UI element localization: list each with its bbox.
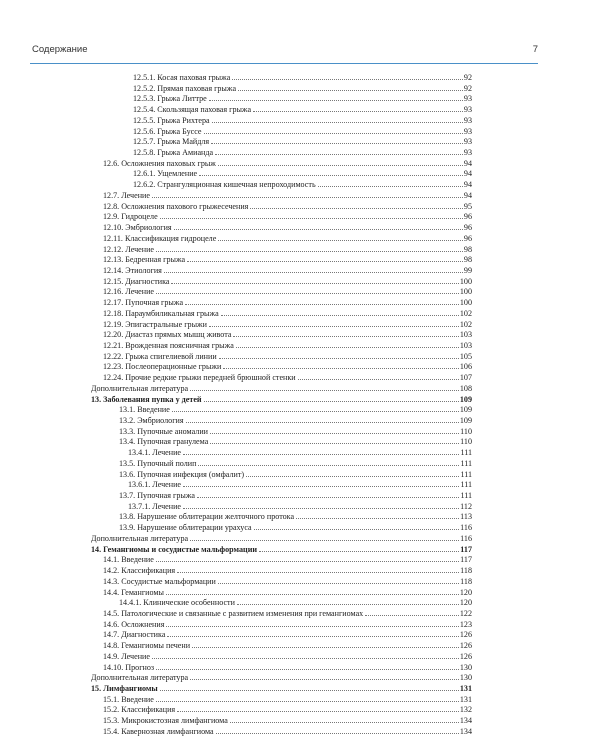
toc-entry-title: 13.7. Пупочная грыжа: [119, 491, 196, 501]
toc-entry-page: 118: [460, 576, 472, 586]
toc-entry[interactable]: [91, 276, 472, 287]
toc-entry-title: 14.6. Осложнения: [103, 619, 165, 629]
toc-entry-title: 15.3. Микрокистозная лимфангиома: [103, 716, 228, 726]
dot-leader: [198, 458, 459, 466]
toc-entry-page: 103: [459, 340, 472, 350]
dot-leader: [238, 83, 463, 91]
dot-leader: [211, 136, 463, 144]
dot-leader: [210, 426, 459, 434]
toc-entry[interactable]: [91, 404, 472, 415]
toc-entry-page: 109: [459, 394, 472, 404]
toc-entry-page: 100: [459, 298, 472, 308]
toc-entry-title: 12.8. Осложнения пахового грыжесечения: [103, 201, 249, 211]
toc-entry[interactable]: [91, 93, 472, 104]
dot-leader: [199, 168, 463, 176]
toc-entry[interactable]: [91, 319, 472, 330]
toc-entry[interactable]: [91, 490, 472, 501]
toc-entry[interactable]: [91, 104, 472, 115]
dot-leader: [237, 597, 459, 605]
toc-entry-page: 106: [459, 362, 472, 372]
toc-entry[interactable]: [91, 136, 472, 147]
toc-entry-title: 14.4.1. Клинические особенности: [119, 598, 235, 608]
toc-entry-page: 130: [459, 673, 472, 683]
dot-leader: [210, 436, 459, 444]
toc-entry-page: 94: [463, 190, 472, 200]
toc-entry-page: 99: [463, 265, 472, 275]
dot-leader: [160, 683, 459, 691]
toc-entry[interactable]: [91, 672, 472, 683]
dot-leader: [183, 447, 459, 455]
toc-entry-title: 15. Лимфангиомы: [91, 683, 158, 693]
dot-leader: [254, 522, 460, 530]
toc-entry-title: 13.3. Пупочные аномалии: [119, 426, 208, 436]
dot-leader: [166, 587, 459, 595]
toc-entry-page: 110: [460, 426, 472, 436]
toc-entry-page: 126: [459, 630, 472, 640]
toc-entry-title: 13.1. Введение: [119, 405, 170, 415]
toc-entry[interactable]: [91, 629, 472, 640]
toc-entry-page: 93: [463, 148, 472, 158]
dot-leader: [156, 244, 463, 252]
toc-entry-title: 14.10. Прогноз: [103, 662, 155, 672]
toc-entry[interactable]: [91, 244, 472, 255]
toc-entry-page: 108: [459, 383, 472, 393]
toc-entry-page: 100: [459, 276, 472, 286]
toc-entry[interactable]: [91, 726, 472, 737]
toc-entry-page: 94: [463, 169, 472, 179]
toc-entry[interactable]: [91, 297, 472, 308]
toc-entry-title: 13.9. Нарушение облитерации урахуса: [119, 523, 252, 533]
dot-leader: [183, 479, 459, 487]
toc-entry[interactable]: [91, 372, 472, 383]
toc-entry-page: 111: [460, 480, 472, 490]
dot-leader: [296, 511, 459, 519]
toc-entry-title: 14.2. Классификация: [103, 566, 176, 576]
toc-entry[interactable]: [91, 426, 472, 437]
toc-entry-page: 117: [460, 555, 472, 565]
toc-entry-page: 116: [460, 523, 472, 533]
toc-entry-title: 12.22. Грыжа спигелиевой линии: [103, 351, 217, 361]
toc-entry-page: 96: [463, 212, 472, 222]
dot-leader: [166, 619, 458, 627]
toc-entry-page: 96: [463, 223, 472, 233]
toc-entry[interactable]: [91, 533, 472, 544]
toc-entry-page: 102: [459, 308, 472, 318]
toc-entry[interactable]: [91, 340, 472, 351]
dot-leader: [156, 286, 459, 294]
toc-entry[interactable]: [91, 233, 472, 244]
toc-entry-page: 94: [463, 180, 472, 190]
toc-entry[interactable]: [91, 147, 472, 158]
toc-entry[interactable]: [91, 351, 472, 362]
toc-entry[interactable]: [91, 126, 472, 137]
toc-entry[interactable]: [91, 361, 472, 372]
running-title: Содержание: [32, 44, 88, 55]
toc-entry-title: 13. Заболевания пупка у детей: [91, 394, 202, 404]
toc-entry-page: 132: [459, 705, 472, 715]
dot-leader: [318, 179, 463, 187]
toc-entry-title: 12.14. Этиология: [103, 265, 162, 275]
toc-entry-title: 12.24. Прочие редкие грыжи передней брюшной стенки: [103, 373, 296, 383]
dot-leader: [185, 297, 459, 305]
dot-leader: [171, 276, 458, 284]
toc-entry-page: 134: [459, 716, 472, 726]
toc-entry[interactable]: [91, 651, 472, 662]
toc-entry-title: 12.23. Послеоперационные грыжи: [103, 362, 222, 372]
toc-entry[interactable]: [91, 329, 472, 340]
toc-entry-title: 14. Гемангиомы и сосудистые мальформации: [91, 544, 258, 554]
toc-entry-title: 14.7. Диагностика: [103, 630, 166, 640]
toc-entry[interactable]: [91, 694, 472, 705]
toc-entry[interactable]: [91, 458, 472, 469]
toc-entry[interactable]: [91, 619, 472, 630]
toc-entry-title: 13.7.1. Лечение: [128, 501, 182, 511]
toc-entry-title: 12.17. Пупочная грыжа: [103, 298, 184, 308]
toc-entry-page: 126: [459, 651, 472, 661]
toc-entry[interactable]: [91, 168, 472, 179]
dot-leader: [160, 211, 463, 219]
dot-leader: [156, 694, 459, 702]
toc-chapter[interactable]: [91, 394, 472, 405]
toc-entry[interactable]: [91, 576, 472, 587]
toc-entry-title: 12.5.7. Грыжа Майдля: [133, 137, 210, 147]
toc-entry-page: 117: [460, 544, 472, 554]
toc-entry-page: 96: [463, 233, 472, 243]
toc-entry-page: 122: [459, 608, 472, 618]
toc-entry-page: 120: [459, 587, 472, 597]
toc-entry-page: 92: [463, 73, 472, 82]
toc-entry[interactable]: [91, 211, 472, 222]
toc-entry-title: Дополнительная литература: [91, 383, 189, 393]
toc-entry-title: 12.5.1. Косая паховая грыжа: [133, 73, 231, 82]
toc-chapter[interactable]: [91, 544, 472, 555]
toc-entry-title: 13.2. Эмбриология: [119, 416, 184, 425]
dot-leader: [259, 544, 459, 552]
toc-entry-page: 134: [459, 726, 472, 736]
dot-leader: [190, 533, 459, 541]
toc-entry[interactable]: [91, 479, 472, 490]
dot-leader: [186, 415, 459, 423]
toc-entry-title: Дополнительная литература: [91, 533, 189, 543]
toc-entry-title: 13.8. Нарушение облитерации желточного протока: [119, 512, 295, 522]
toc-entry-page: 131: [459, 694, 472, 704]
table-of-contents: [91, 72, 472, 737]
toc-entry-page: 111: [460, 458, 472, 468]
toc-entry-title: 13.4. Пупочная гранулема: [119, 437, 209, 447]
toc-entry[interactable]: [91, 254, 472, 265]
dot-leader: [187, 254, 463, 262]
toc-entry-title: 12.19. Эпигастральные грыжи: [103, 319, 207, 329]
toc-entry-title: 12.6.1. Ущемление: [133, 169, 198, 179]
dot-leader: [232, 72, 463, 80]
dot-leader: [190, 672, 459, 680]
dot-leader: [197, 490, 459, 498]
dot-leader: [216, 726, 459, 734]
toc-entry-page: 116: [460, 533, 472, 543]
toc-entry-title: 12.12. Лечение: [103, 244, 155, 254]
toc-entry[interactable]: [91, 704, 472, 715]
toc-entry-title: 14.1. Введение: [103, 555, 154, 565]
toc-entry[interactable]: [91, 383, 472, 394]
toc-entry-page: 112: [460, 501, 472, 511]
toc-entry-title: 12.5.2. Прямая паховая грыжа: [133, 83, 237, 93]
dot-leader: [236, 340, 459, 348]
toc-entry[interactable]: [91, 158, 472, 169]
toc-entry-title: 12.16. Лечение: [103, 287, 155, 297]
dot-leader: [218, 576, 459, 584]
toc-entry-title: 12.11. Классификация гидроцеле: [103, 233, 217, 243]
toc-entry[interactable]: [91, 522, 472, 533]
dot-leader: [172, 404, 459, 412]
toc-entry-page: 110: [460, 437, 472, 447]
toc-entry-page: 93: [463, 137, 472, 147]
dot-leader: [219, 351, 459, 359]
toc-entry-page: 111: [460, 469, 472, 479]
toc-entry-title: 15.2. Классификация: [103, 705, 176, 715]
toc-entry-page: 130: [459, 662, 472, 672]
dot-leader: [192, 640, 459, 648]
toc-entry-page: 98: [463, 244, 472, 254]
dot-leader: [177, 704, 459, 712]
dot-leader: [167, 629, 458, 637]
toc-entry-title: 13.6. Пупочная инфекция (омфалит): [119, 469, 245, 479]
toc-entry[interactable]: [91, 715, 472, 726]
toc-entry-title: 13.5. Пупочный полип: [119, 458, 197, 468]
toc-entry[interactable]: [91, 190, 472, 201]
toc-entry-title: 12.10. Эмбриология: [103, 223, 172, 233]
toc-entry[interactable]: [91, 179, 472, 190]
dot-leader: [204, 394, 459, 402]
dot-leader: [209, 319, 459, 327]
toc-entry[interactable]: [91, 608, 472, 619]
toc-entry-title: 13.6.1. Лечение: [128, 480, 182, 490]
dot-leader: [152, 651, 459, 659]
toc-entry[interactable]: [91, 115, 472, 126]
dot-leader: [156, 662, 459, 670]
dot-leader: [250, 201, 463, 209]
dot-leader: [177, 565, 459, 573]
toc-entry-page: 107: [459, 373, 472, 383]
toc-entry-title: 12.5.8. Грыжа Амианда: [133, 148, 214, 158]
toc-entry[interactable]: [91, 511, 472, 522]
toc-entry-page: 103: [459, 330, 472, 340]
toc-chapter[interactable]: [91, 683, 472, 694]
toc-entry-title: 12.15. Диагностика: [103, 276, 170, 286]
toc-entry-title: 12.6.2. Странгуляционная кишечная непроходимость: [133, 180, 316, 190]
toc-entry[interactable]: [91, 308, 472, 319]
toc-entry-page: 93: [463, 126, 472, 136]
dot-leader: [204, 126, 463, 134]
dot-leader: [253, 104, 463, 112]
toc-entry-page: 102: [459, 319, 472, 329]
toc-entry-title: 12.9. Гидроцеле: [103, 212, 158, 222]
toc-entry[interactable]: [91, 436, 472, 447]
toc-entry-title: 12.5.4. Скользящая паховая грыжа: [133, 105, 252, 115]
toc-entry-title: 14.8. Гемангиомы печени: [103, 641, 191, 651]
toc-entry[interactable]: [91, 72, 472, 83]
dot-leader: [223, 361, 459, 369]
dot-leader: [156, 554, 459, 562]
dot-leader: [212, 115, 463, 123]
toc-entry-page: 120: [459, 598, 472, 608]
toc-entry[interactable]: [91, 501, 472, 512]
toc-entry-page: 109: [459, 416, 472, 425]
toc-entry-title: 12.13. Бедренная грыжа: [103, 255, 186, 265]
toc-entry-page: 93: [463, 115, 472, 125]
toc-entry-page: 111: [460, 448, 472, 458]
toc-entry-page: 92: [463, 83, 472, 93]
toc-entry-title: 14.4. Гемангиомы: [103, 587, 164, 597]
toc-entry[interactable]: [91, 597, 472, 608]
dot-leader: [218, 158, 463, 166]
toc-entry-page: 118: [460, 566, 472, 576]
toc-entry-page: 95: [463, 201, 472, 211]
dot-leader: [152, 190, 463, 198]
dot-leader: [215, 147, 463, 155]
toc-entry-title: 12.20. Диастаз прямых мышц живота: [103, 330, 232, 340]
dot-leader: [174, 222, 463, 230]
toc-entry-title: 12.5.6. Грыжа Буссе: [133, 126, 202, 136]
toc-entry-page: 93: [463, 105, 472, 115]
dot-leader: [164, 265, 463, 273]
toc-entry-page: 109: [459, 405, 472, 415]
toc-entry-page: 111: [460, 491, 472, 501]
dot-leader: [221, 308, 459, 316]
dot-leader: [246, 469, 459, 477]
dot-leader: [209, 93, 463, 101]
dot-leader: [218, 233, 463, 241]
toc-entry-title: 12.5.5. Грыжа Рихтера: [133, 115, 210, 125]
toc-entry[interactable]: [91, 662, 472, 673]
toc-entry[interactable]: [91, 447, 472, 458]
toc-entry-page: 113: [460, 512, 472, 522]
toc-entry-title: 15.1. Введение: [103, 694, 154, 704]
toc-entry[interactable]: [91, 83, 472, 94]
toc-entry-page: 123: [459, 619, 472, 629]
dot-leader: [183, 501, 459, 509]
dot-leader: [230, 715, 459, 723]
toc-entry-title: 12.7. Лечение: [103, 190, 150, 200]
toc-entry-title: 12.5.3. Грыжа Литтре: [133, 94, 207, 104]
toc-entry[interactable]: [91, 587, 472, 598]
toc-entry[interactable]: [91, 265, 472, 276]
toc-entry-title: 14.9. Лечение: [103, 651, 150, 661]
dot-leader: [190, 383, 459, 391]
toc-entry-title: 15.4. Кавернозная лимфангиома: [103, 726, 214, 736]
toc-entry[interactable]: [91, 565, 472, 576]
toc-entry-page: 93: [463, 94, 472, 104]
page-number: 7: [532, 44, 538, 55]
toc-entry-page: 131: [459, 683, 472, 693]
dot-leader: [298, 372, 459, 380]
toc-entry-title: 12.21. Врожденная поясничная грыжа: [103, 340, 234, 350]
toc-entry[interactable]: [91, 222, 472, 233]
dot-leader: [233, 329, 458, 337]
toc-entry-title: 12.18. Параумбиликальная грыжа: [103, 308, 219, 318]
page-header: [30, 41, 538, 64]
dot-leader: [365, 608, 459, 616]
toc-entry-title: 13.4.1. Лечение: [128, 448, 182, 458]
toc-entry-page: 98: [463, 255, 472, 265]
toc-entry-title: 14.5. Патологические и связанные с развитием изменения при гемангиомах: [103, 608, 364, 618]
toc-entry-page: 100: [459, 287, 472, 297]
toc-entry-page: 126: [459, 641, 472, 651]
toc-entry-title: 14.3. Сосудистые мальформации: [103, 576, 216, 586]
toc-entry[interactable]: [91, 469, 472, 480]
toc-entry[interactable]: [91, 554, 472, 565]
toc-entry[interactable]: [91, 201, 472, 212]
toc-entry-title: 12.6. Осложнения паховых грыж: [103, 158, 216, 168]
toc-entry-title: Дополнительная литература: [91, 673, 189, 683]
toc-entry-page: 105: [459, 351, 472, 361]
toc-entry[interactable]: [91, 415, 472, 426]
toc-entry[interactable]: [91, 640, 472, 651]
toc-entry-page: 94: [463, 158, 472, 168]
toc-entry[interactable]: [91, 286, 472, 297]
